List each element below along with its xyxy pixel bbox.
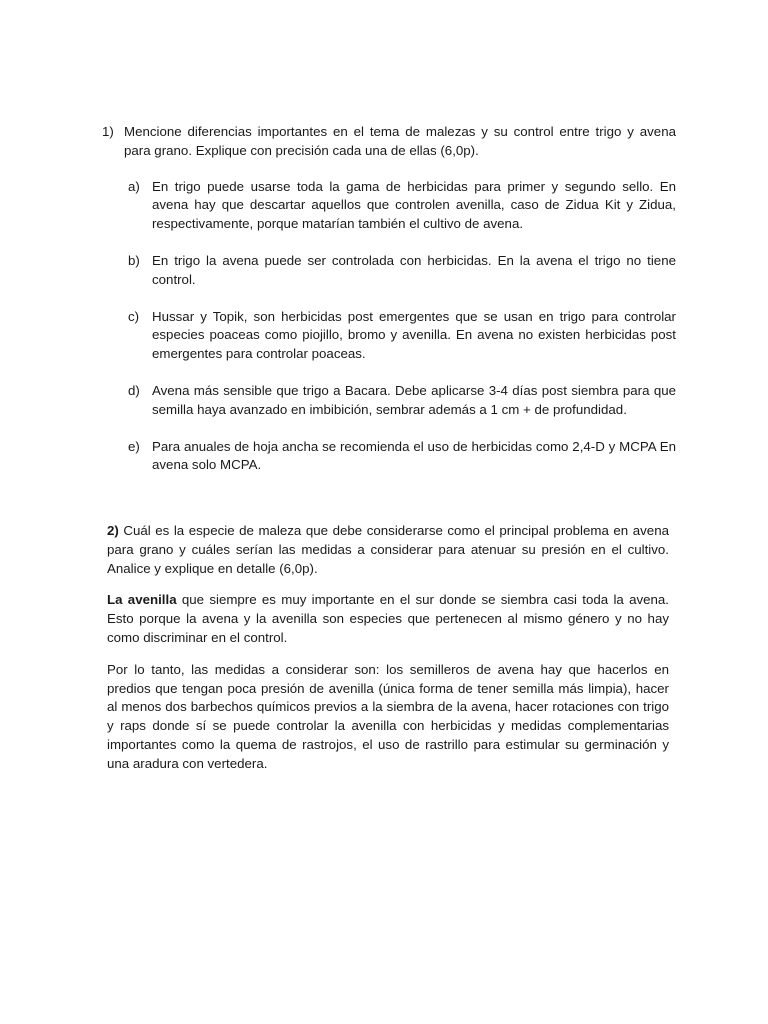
question-1-number: 1) (102, 124, 114, 139)
item-letter: d) (128, 382, 140, 398)
question-2-text: Cuál es la especie de maleza que debe considerarse como el principal problema en avena para grano y cuáles serían las medidas a considerar para atenuar su presión en el cultivo. Analice y explique en detalle (6,0p). (107, 523, 669, 576)
item-text: Para anuales de hoja ancha se recomienda el uso de herbicidas como 2,4-D y MCPA En avena solo MCPA. (152, 438, 676, 473)
list-item (128, 252, 676, 290)
item-letter: a) (128, 178, 140, 194)
answer-paragraph (107, 591, 669, 647)
question-2 (107, 522, 669, 787)
answer-list (128, 178, 676, 476)
question-2-paragraph (107, 522, 669, 578)
answer-highlight: La avenilla (107, 592, 177, 608)
question-1-header (102, 123, 676, 161)
question-1-text: Mencione diferencias importantes en el tema de malezas y su control entre trigo y avena para grano. Explique con precisión cada una de ellas (6,0p). (124, 124, 676, 158)
list-item (128, 382, 676, 420)
item-text: En trigo puede usarse toda la gama de herbicidas para primer y segundo sello. En avena hay que descartar aquellos que controlen avenilla, caso de Zidua Kit y Zidua, respectivamente, porque matarían también el cultivo de avena. (152, 178, 676, 232)
item-text: En trigo la avena puede ser controlada con herbicidas. En la avena el trigo no tiene control. (152, 252, 676, 287)
list-item (128, 438, 676, 476)
measures-paragraph: Por lo tanto, las medidas a considerar son: los semilleros de avena hay que hacerlos en predios que tengan poca presión de avenilla (única forma de tener semilla más limpia), hacer al menos dos barbechos químicos previos a la siembra de la avena, hacer rotaciones con trigo y raps donde sí se puede controlar la avenilla con herbicidas y medidas complementarias importantes como la quema de rastrojos, el uso de rastrillo para estimular su germinación y una aradura con vertedera. (107, 661, 669, 771)
list-item (128, 308, 676, 364)
question-2-number: 2) (107, 523, 119, 538)
item-letter: e) (128, 438, 140, 454)
answer-text: que siempre es muy importante en el sur donde se siembra casi toda la avena. Esto porque la avena y la avenilla son especies que pertenecen al mismo género y no hay como discriminar en el control. (107, 592, 669, 645)
question-1 (102, 123, 676, 493)
list-item (128, 178, 676, 234)
item-text: Hussar y Topik, son herbicidas post emergentes que se usan en trigo para controlar especies poaceas como piojillo, bromo y avenilla. En avena no existen herbicidas post emergentes para controlar poaceas. (152, 308, 676, 362)
item-letter: c) (128, 308, 140, 324)
item-text: Avena más sensible que trigo a Bacara. Debe aplicarse 3-4 días post siembra para que semilla haya avanzado en imbibición, sembrar además a 1 cm + de profundidad. (152, 382, 676, 417)
item-letter: b) (128, 252, 140, 268)
